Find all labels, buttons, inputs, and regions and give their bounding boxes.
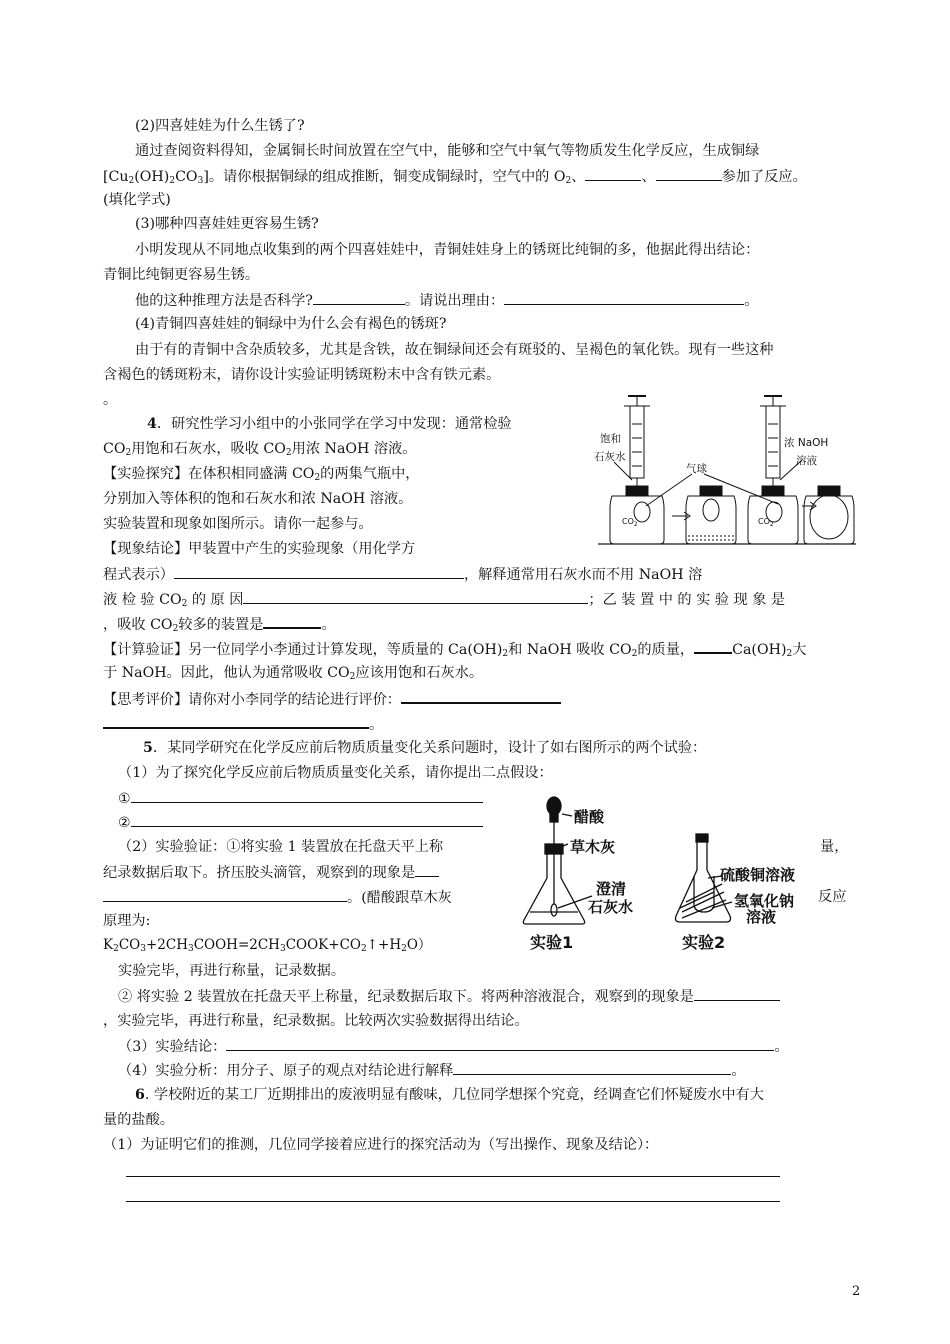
answer-blank[interactable]: [401, 688, 561, 704]
prob6-line: （1）为证明它们的推测，几位同学接着应进行的探究活动为（写出操作、现象及结论）：: [103, 1137, 659, 1153]
lime-water-label: 石灰水: [588, 898, 634, 916]
prob6-intro: 6. 学校附近的某工厂近期排出的废液明显有酸味，几位同学想探个究竟，经调查它们怀疑废水中有大: [135, 1087, 764, 1103]
prob4-line: 程式表示） ，解释通常用石灰水而不用 NaOH 溶: [103, 564, 702, 585]
answer-blank[interactable]: [694, 986, 780, 1001]
prob4-line: 。: [103, 713, 383, 735]
prob5-line: 量，: [820, 839, 849, 855]
q2-formula-line: $[Cu_2(OH)_2CO_3]$。请你根据铜绿的组成推断，铜变成铜绿时，空气中的 $O_2$、 、 参加了反应。: [103, 166, 807, 187]
prob5-line: （3）实验结论： 。: [118, 1036, 789, 1057]
q3-question: 他的这种推理方法是否科学? 。请说出理由： 。: [135, 290, 758, 311]
prob4-intro: 4．研究性学习小组中的小张同学在学习中发现：通常检验: [147, 416, 512, 432]
prob5-line: （1）为了探究化学反应前后物质质量变化关系，请你提出二点假设：: [118, 765, 553, 781]
prob4-line: 液 检 验 $CO_2$ 的 原 因 ；乙 装 置 中 的 实 验 现 象 是: [103, 589, 785, 610]
q2-paragraph: 通过查阅资料得知，金属铜长时间放置在空气中，能够和空气中氧气等物质发生化学反应，生成铜绿: [135, 143, 760, 159]
naoh-solution-label: 溶液: [746, 908, 777, 926]
balloon-label: 气球: [686, 463, 707, 475]
prob5-line: 实验完毕，再进行称量，记录数据。: [118, 963, 346, 979]
q2-title: (2)四喜娃娃为什么生锈了?: [135, 118, 305, 134]
naoh-label: 溶液: [796, 455, 817, 467]
copper-sulfate-label: 硫酸铜溶液: [720, 866, 796, 884]
prob4-line: $CO_2$用饱和石灰水，吸收 $CO_2$用浓 NaOH 溶液。: [103, 441, 417, 458]
prob5-line: ，实验完毕，再进行称量，纪录数据。比较两次实验数据得出结论。: [103, 1013, 529, 1029]
co2-label: $CO_2$: [758, 517, 774, 528]
answer-blank[interactable]: [174, 564, 464, 579]
answer-blank[interactable]: [131, 788, 483, 803]
reaction-equation: $K_2CO_3+2CH_3COOH=2CH_3COOK+CO_2↑+H_2O$）: [103, 937, 432, 954]
prob4-line: ，吸收 $CO_2$较多的装置是 。: [103, 613, 336, 635]
prob4-line: 实验装置和现象如图所示。请你一起参与。: [103, 516, 373, 532]
plant-ash-label: 草木灰: [570, 838, 616, 856]
prob4-line: 【实验探究】在体积相同盛满 $CO_2$的两集气瓶中，: [103, 466, 420, 483]
prob5-line: （2）实验验证：①将实验 1 装置放在托盘天平上称: [118, 839, 444, 855]
naoh-solution-label: 氢氧化钠: [734, 892, 795, 910]
answer-blank[interactable]: [263, 613, 321, 629]
answer-blank[interactable]: [103, 713, 369, 729]
lime-water-label: 澄清: [596, 880, 627, 898]
mass-conservation-figure: [516, 796, 816, 958]
prob6-line: 量的盐酸。: [103, 1112, 174, 1128]
prob5-line: ②: [118, 812, 483, 833]
q3-conclusion: 青铜比纯铜更容易生锈。: [103, 267, 260, 283]
answer-blank[interactable]: [243, 589, 588, 604]
page-number: 2: [852, 1284, 861, 1299]
q2-hint: (填化学式): [103, 192, 171, 208]
prob4-line: 【现象结论】甲装置中产生的实验现象（用化学方: [103, 541, 416, 557]
answer-blank[interactable]: [131, 812, 483, 827]
prob5-line: （4）实验分析：用分子、原子的观点对结论进行解释 。: [118, 1060, 746, 1081]
prob4-line: 于 NaOH。因此，他认为通常吸收 $CO_2$应该用饱和石灰水。: [103, 665, 484, 682]
answer-blank[interactable]: [415, 862, 439, 877]
answer-blank[interactable]: [313, 290, 405, 305]
prob4-line: 【计算验证】另一位同学小李通过计算发现，等质量的 $Ca(OH)_2$和 NaOH 吸收 $CO_2$的质量， $Ca(OH)_2$大: [103, 638, 806, 660]
lime-water-label: 饱和: [600, 433, 621, 445]
q4-paragraph: 由于有的青铜中含杂质较多，尤其是含铁，故在铜绿间还会有斑驳的、呈褐色的氧化铁。现有一些这种: [135, 342, 774, 358]
answer-blank[interactable]: [103, 887, 347, 902]
answer-blank[interactable]: [504, 290, 744, 305]
co2-label: $CO_2$: [622, 517, 638, 528]
answer-line[interactable]: [126, 1176, 780, 1177]
prob5-line: 反应: [818, 889, 847, 905]
q3-paragraph: 小明发现从不同地点收集到的两个四喜娃娃中，青铜娃娃身上的锈斑比纯铜的多，他据此得出结论：: [135, 242, 760, 258]
experiment-1-label: 实验1: [530, 933, 574, 952]
prob4-line: 【思考评价】请你对小李同学的结论进行评价：: [103, 688, 561, 710]
experiment-2-label: 实验2: [682, 933, 726, 952]
vinegar-label: 醋酸: [574, 808, 605, 826]
answer-blank[interactable]: [453, 1060, 731, 1075]
prob5-line: 原理为:: [103, 913, 151, 929]
prob5-line: ② 将实验 2 装置放在托盘天平上称量，纪录数据后取下。将两种溶液混合，观察到的现象是: [118, 986, 780, 1007]
answer-blank[interactable]: [226, 1036, 774, 1051]
answer-blank[interactable]: [585, 166, 641, 181]
prob5-intro: 5．某同学研究在化学反应前后物质质量变化关系问题时，设计了如右图所示的两个试验：: [143, 740, 707, 756]
prob5-line: 。(醋酸跟草木灰: [103, 887, 452, 908]
lime-water-label: 石灰水: [594, 451, 626, 463]
q4-answer-end: 。: [103, 392, 118, 408]
prob5-line: ①: [118, 788, 483, 809]
co2-absorption-figure: [588, 394, 860, 550]
answer-line[interactable]: [126, 1201, 780, 1202]
answer-blank[interactable]: [656, 166, 722, 181]
prob4-line: 分别加入等体积的饱和石灰水和浓 NaOH 溶液。: [103, 491, 413, 507]
naoh-label: 浓 NaOH: [784, 437, 829, 449]
q4-paragraph-2: 含褐色的锈斑粉末，请你设计实验证明锈斑粉末中含有铁元素。: [103, 367, 501, 383]
prob5-line: 纪录数据后取下。挤压胶头滴管，观察到的现象是: [103, 862, 439, 883]
q4-title: (4)青铜四喜娃娃的铜绿中为什么会有褐色的锈斑?: [135, 316, 447, 332]
q3-title: (3)哪种四喜娃娃更容易生锈?: [135, 216, 319, 232]
answer-blank[interactable]: [694, 638, 732, 654]
